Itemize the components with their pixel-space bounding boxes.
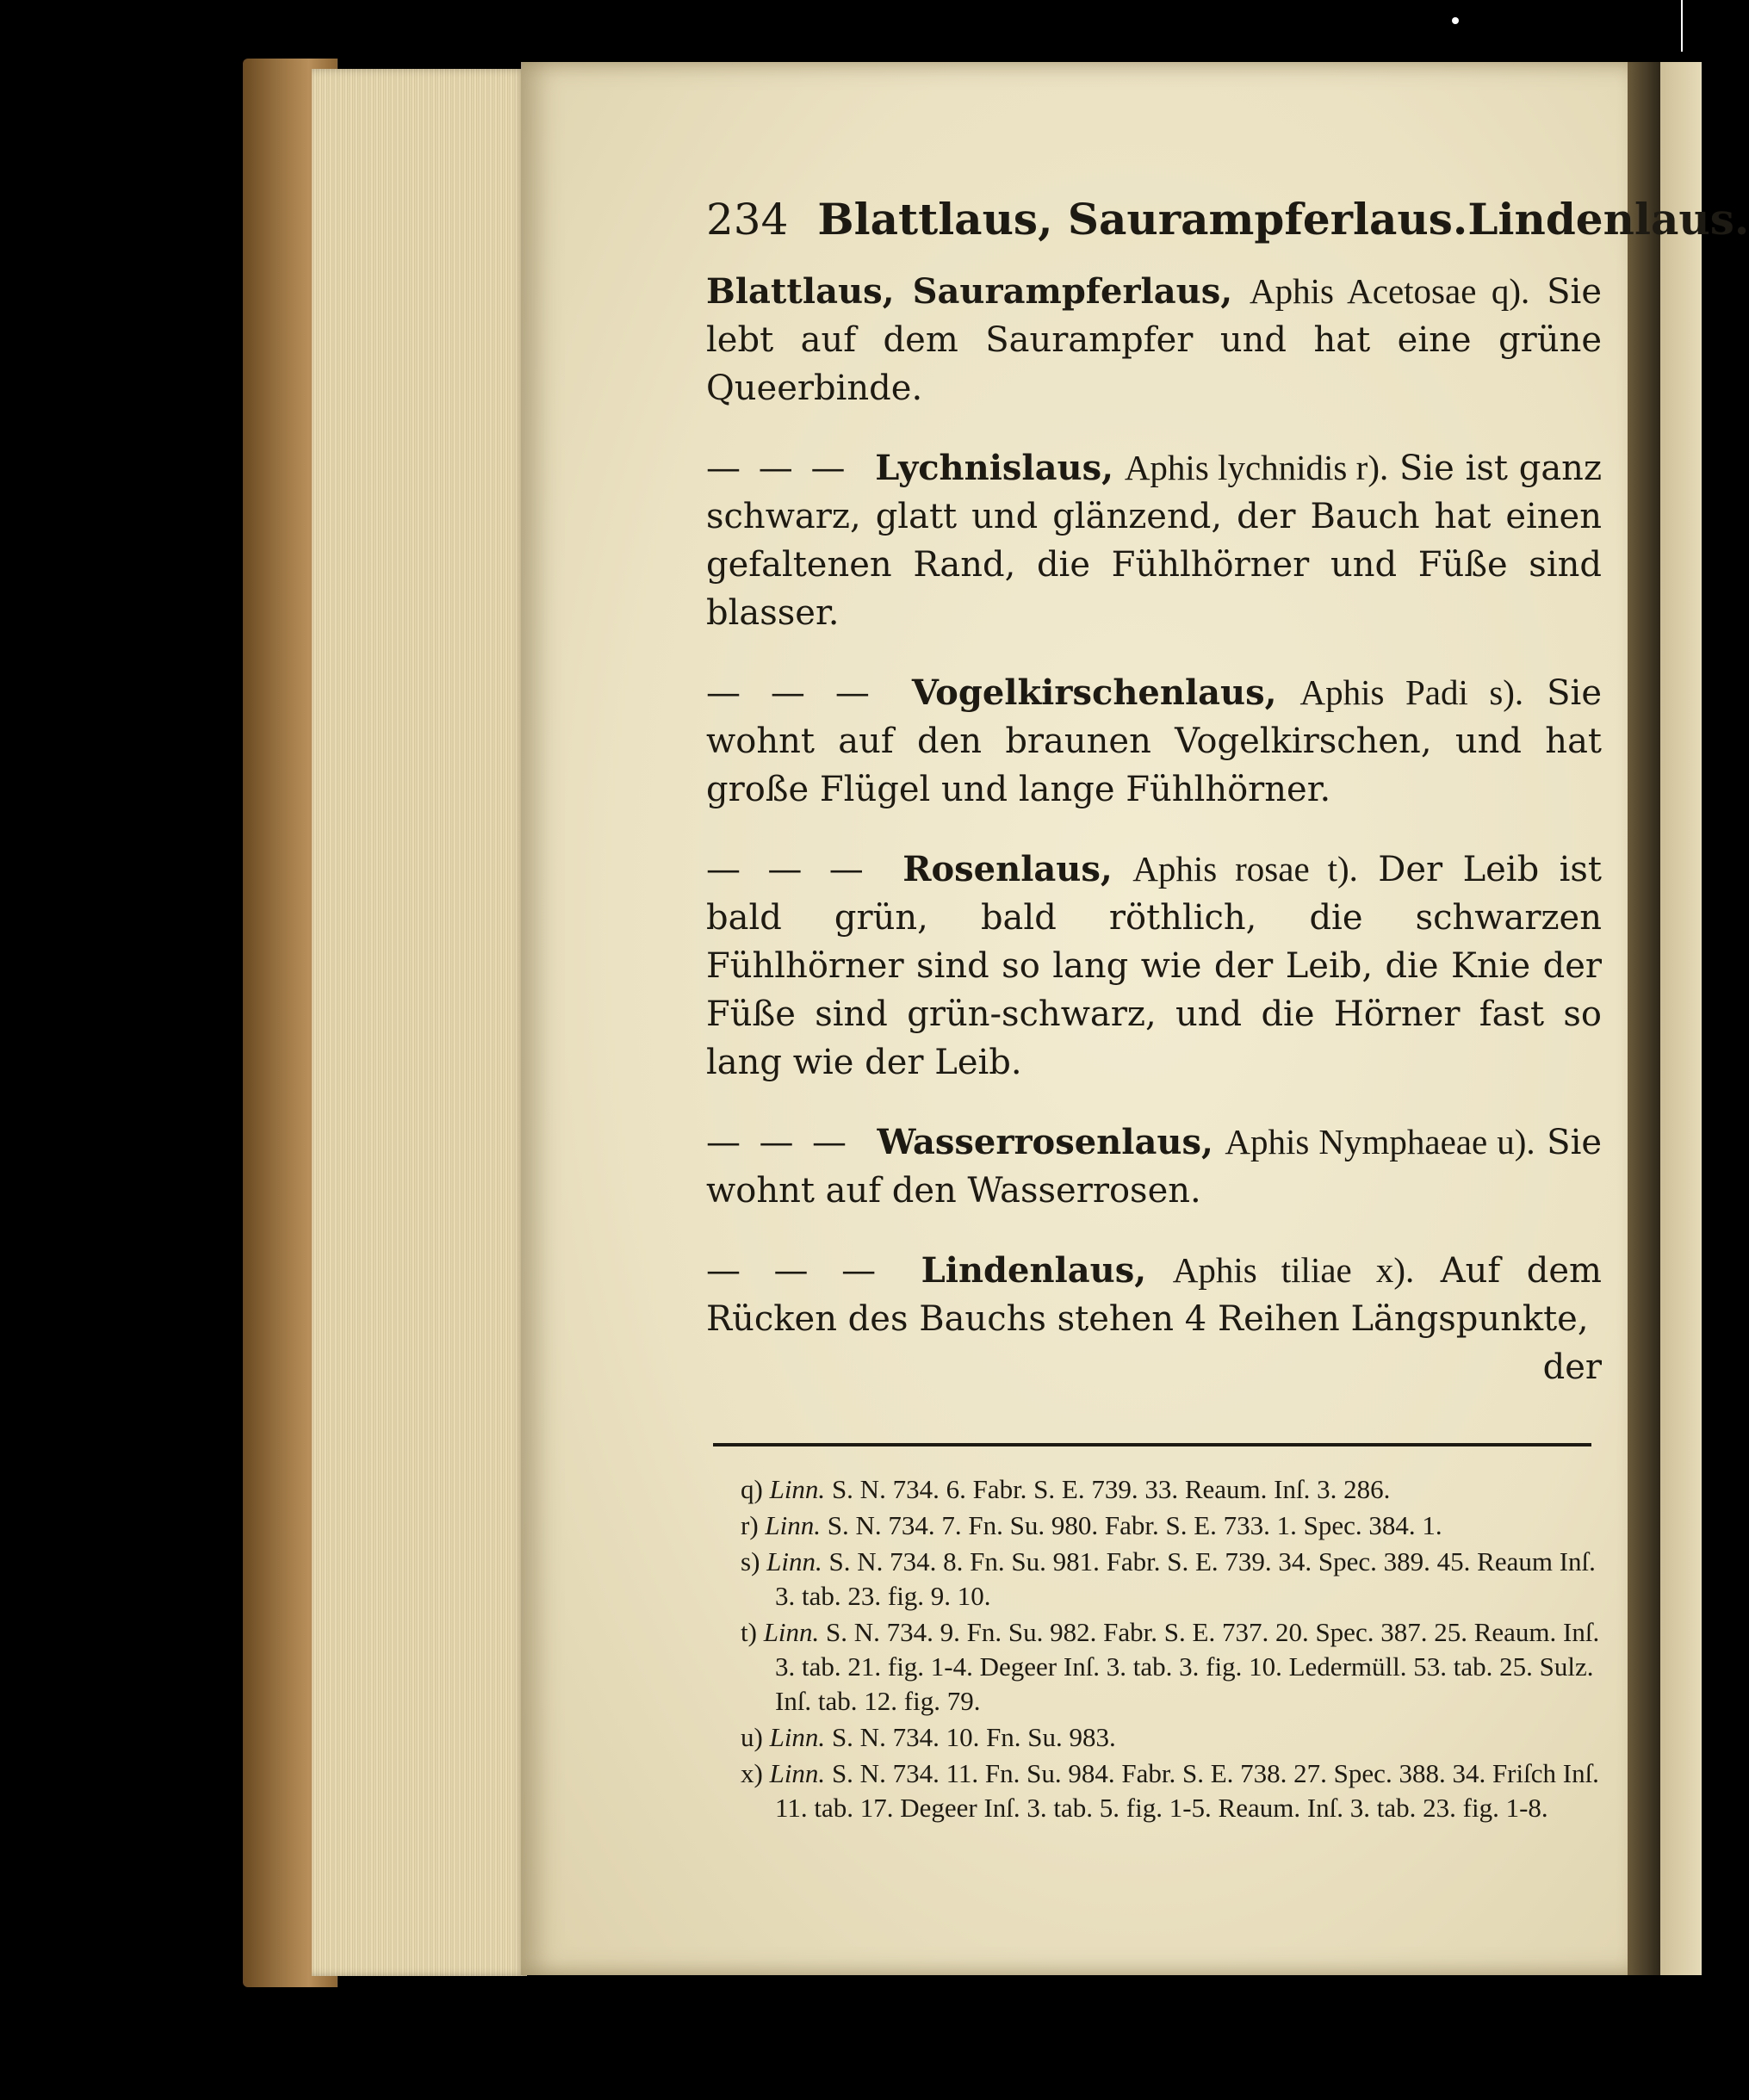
entry-dashes: — — — xyxy=(706,850,867,889)
book-gutter xyxy=(1628,62,1662,1975)
entry xyxy=(706,443,1602,637)
entry-name: Lindenlaus, xyxy=(921,1250,1147,1291)
footnote-ref: Linn. xyxy=(765,1510,822,1540)
footnote-ref: Linn. xyxy=(769,1474,826,1504)
entry xyxy=(706,1118,1602,1215)
entry-latin: Aphis Padi s). xyxy=(1299,672,1524,712)
entry xyxy=(706,668,1602,814)
footnote xyxy=(741,1756,1602,1825)
entry-latin: Aphis tiliae x). xyxy=(1172,1250,1415,1290)
frame-marker xyxy=(1681,0,1703,52)
footnotes xyxy=(706,1472,1602,1825)
entry-name: Lychnislaus, xyxy=(875,448,1114,488)
footnote-text: S. N. 734. 10. Fn. Su. 983. xyxy=(831,1722,1116,1752)
entry-dashes: — — — xyxy=(706,673,873,713)
footnote-ref: Linn. xyxy=(766,1546,822,1577)
entry-text: Sie ist ganz schwarz, glatt und glänzend, der Bauch hat einen gefaltenen Rand, die Fühlhörner und Füße sind blasser. xyxy=(706,449,1603,633)
footnote xyxy=(741,1720,1602,1755)
page-edges xyxy=(312,69,527,1976)
footnote-text: S. N. 734. 6. Fabr. S. E. 739. 33. Reaum. Inſ. 3. 286. xyxy=(831,1474,1391,1504)
catchword: der xyxy=(1542,1347,1602,1387)
entry-dashes: — — — xyxy=(706,1251,880,1291)
footnote-ref: Linn. xyxy=(769,1722,826,1752)
footnote xyxy=(741,1615,1602,1719)
running-header xyxy=(706,189,1749,250)
footnote-ref: Linn. xyxy=(763,1617,820,1647)
entry-text: Sie wohnt auf den Wasserrosen. xyxy=(706,1123,1603,1211)
running-head: Blattlaus, Saurampferlaus. xyxy=(817,194,1468,245)
entry-latin: Aphis Nymphaeae u). xyxy=(1225,1122,1535,1162)
entry-latin: Aphis rosae t). xyxy=(1132,849,1358,889)
footnote-mark: r) xyxy=(741,1510,759,1540)
page-number: 234 xyxy=(706,195,789,245)
entry-text: Sie wohnt auf den braunen Vogelkirschen, und hat große Flügel und lange Fühlhörner. xyxy=(706,673,1602,809)
page-text xyxy=(706,189,1749,1827)
footnote-mark: u) xyxy=(741,1722,763,1752)
entry-name: Wasserrosenlaus, xyxy=(877,1122,1213,1162)
footnote xyxy=(741,1472,1602,1507)
footnote-mark: t) xyxy=(741,1617,757,1647)
facing-page-edge xyxy=(1660,62,1702,1975)
footnote xyxy=(741,1508,1602,1543)
footnote-text: S. N. 734. 8. Fn. Su. 981. Fabr. S. E. 739. 34. Spec. 389. 45. Reaum Inſ. 3. tab. 23. fig. 9. 10. xyxy=(775,1546,1596,1611)
entry-name: Vogelkirschenlaus, xyxy=(911,672,1277,713)
footnote-mark: s) xyxy=(741,1546,760,1577)
footnote-mark: x) xyxy=(741,1758,763,1788)
entry-name: Rosenlaus, xyxy=(902,849,1113,889)
footnote-rule xyxy=(713,1443,1591,1446)
entry-text: Sie lebt auf dem Saurampfer und hat eine grüne Queerbinde. xyxy=(706,272,1602,408)
running-head-right: Lindenlaus. xyxy=(1467,194,1749,245)
entry xyxy=(706,845,1602,1087)
footnote-ref: Linn. xyxy=(769,1758,826,1788)
entry xyxy=(706,1246,1602,1343)
entry-name: Blattlaus, Saurampferlaus, xyxy=(706,271,1233,312)
entry-latin: Aphis Acetosae q). xyxy=(1250,271,1530,311)
entry-text: Der Leib ist bald grün, bald röthlich, die schwarzen Fühlhörner sind so lang wie der Leib, die Knie der Füße sind grün-schwarz, und die Hörner fast so lang wie der Leib. xyxy=(706,850,1602,1082)
frame-dot xyxy=(1452,17,1459,24)
footnote-mark: q) xyxy=(741,1474,763,1504)
footnote xyxy=(741,1545,1602,1614)
entry-text: Auf dem Rücken des Bauchs stehen 4 Reihen Längspunkte, xyxy=(706,1251,1602,1339)
footnote-text: S. N. 734. 11. Fn. Su. 984. Fabr. S. E. 738. 27. Spec. 388. 34. Friſch Inſ. 11. tab. 17. Degeer Inſ. 3. tab. 5. fig. 1-5. Reaum. Inſ. 3. tab. 23. fig. 1-8. xyxy=(775,1758,1599,1823)
entry xyxy=(706,267,1602,412)
footnote-text: S. N. 734. 9. Fn. Su. 982. Fabr. S. E. 737. 20. Spec. 387. 25. Reaum. Inſ. 3. tab. 21. fig. 1-4. Degeer Inſ. 3. tab. 3. fig. 10. Ledermüll. 53. tab. 25. Sulz. Inſ. tab. 12. fig. 79. xyxy=(775,1617,1600,1716)
entry-dashes: — — — xyxy=(706,449,849,488)
entry-dashes: — — — xyxy=(706,1123,851,1162)
footnote-text: S. N. 734. 7. Fn. Su. 980. Fabr. S. E. 733. 1. Spec. 384. 1. xyxy=(827,1510,1442,1540)
entry-latin: Aphis lychnidis r). xyxy=(1124,448,1389,487)
